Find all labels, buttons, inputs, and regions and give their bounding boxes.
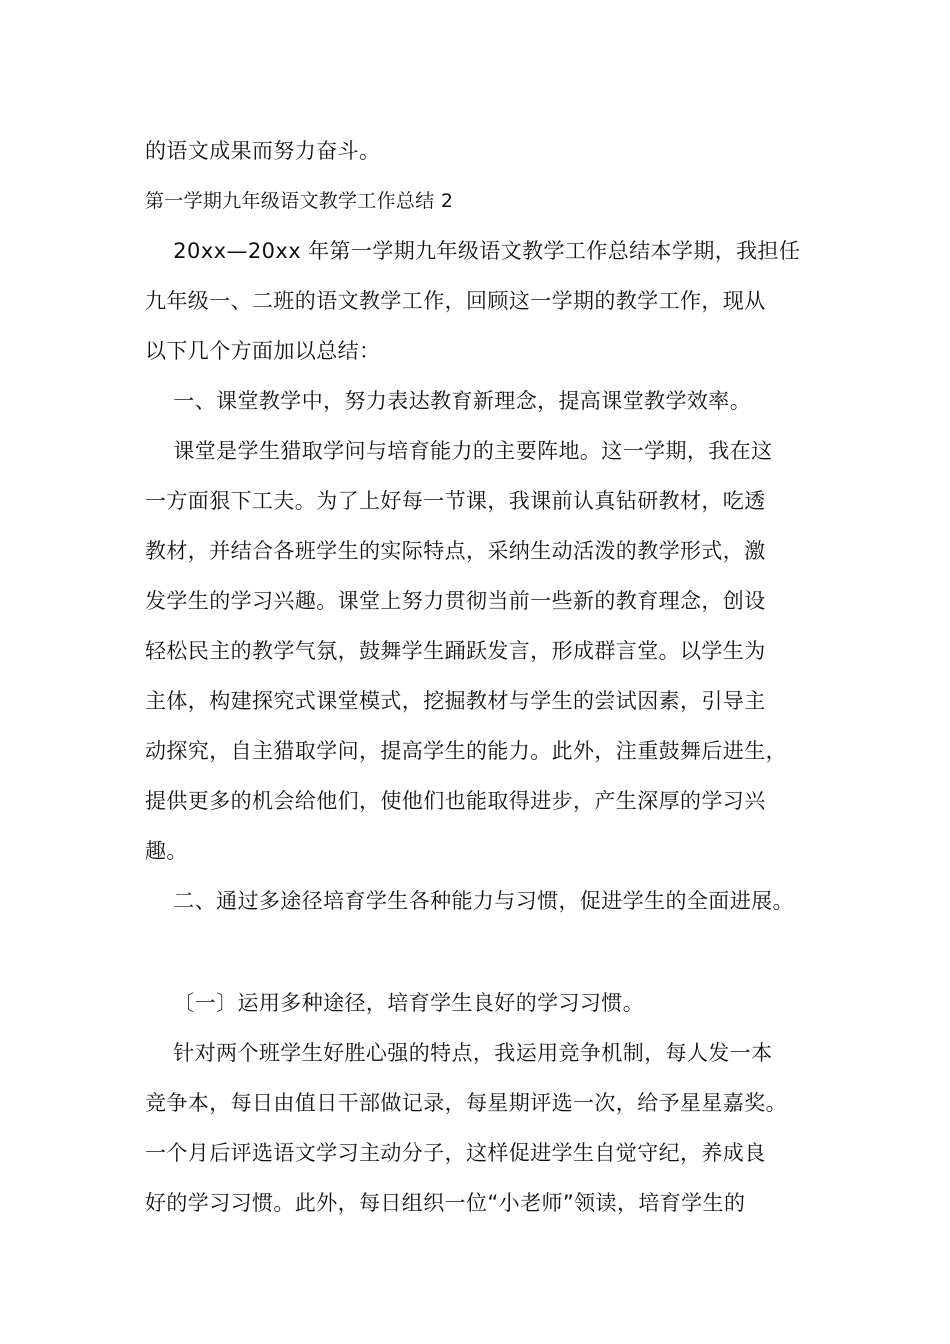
text-line: 好的学习习惯。此外，每日组织一位“小老师”领读，培育学生的 bbox=[145, 1191, 746, 1215]
subheading: 一、课堂教学中，努力表达教育新理念，提高课堂教学效率。 bbox=[145, 389, 752, 413]
text-line: 以下几个方面加以总结： bbox=[145, 339, 381, 363]
text-line: 竞争本，每日由值日干部做记录，每星期评选一次，给予星星嘉奖。 bbox=[145, 1091, 787, 1115]
text-line: 一个月后评选语文学习主动分子，这样促进学生自觉守纪，养成良 bbox=[145, 1141, 766, 1165]
text-line: 发学生的学习兴趣。课堂上努力贯彻当前一些新的教育理念，创设 bbox=[145, 589, 766, 613]
text-line: 教材，并结合各班学生的实际特点，采纳生动活泼的教学形式，激 bbox=[145, 539, 766, 563]
text-line: 课堂是学生猎取学问与培育能力的主要阵地。这一学期，我在这 bbox=[145, 439, 773, 463]
section-heading: 第一学期九年级语文教学工作总结 2 bbox=[145, 190, 454, 212]
text-line: 针对两个班学生好胜心强的特点，我运用竞争机制，每人发一本 bbox=[145, 1041, 773, 1065]
text-line: 主体，构建探究式课堂模式，挖掘教材与学生的尝试因素，引导主 bbox=[145, 689, 766, 713]
text-line: 九年级一、二班的语文教学工作，回顾这一学期的教学工作，现从 bbox=[145, 289, 766, 313]
text-line: 提供更多的机会给他们，使他们也能取得进步，产生深厚的学习兴 bbox=[145, 789, 766, 813]
text-line: 趣。 bbox=[145, 839, 188, 863]
subheading: 二、通过多途径培育学生各种能力与习惯，促进学生的全面进展。 bbox=[145, 889, 794, 913]
text-line: 20xx—20xx 年第一学期九年级语文教学工作总结本学期，我担任 bbox=[145, 239, 801, 263]
text-line: 动探究，自主猎取学问，提高学生的能力。此外，注重鼓舞后进生， bbox=[145, 739, 787, 763]
text-line: 轻松民主的教学气氛，鼓舞学生踊跃发言，形成群言堂。以学生为 bbox=[145, 639, 766, 663]
subheading: 〔一〕运用多种途径，培育学生良好的学习习惯。 bbox=[145, 991, 645, 1015]
text-line: 的语文成果而努力奋斗。 bbox=[145, 139, 381, 163]
text-line: 一方面狠下工夫。为了上好每一节课，我课前认真钻研教材，吃透 bbox=[145, 489, 766, 513]
